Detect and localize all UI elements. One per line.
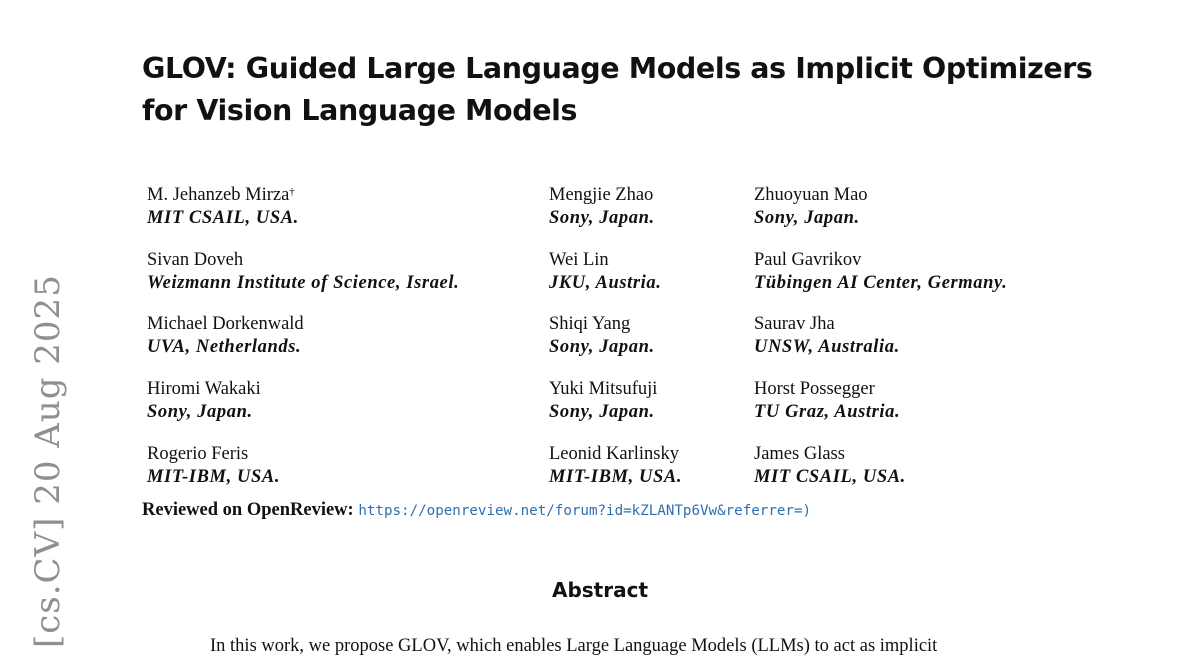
author-affiliation: Sony, Japan. [754,208,860,228]
abstract-heading: Abstract [551,578,649,602]
author-affiliation: Sony, Japan. [147,402,253,422]
dagger-mark: † [289,186,295,198]
author-name: Zhuoyuan Mao [754,185,868,205]
author-name: Wei Lin [549,250,609,270]
author-affiliation: Weizmann Institute of Science, Israel. [147,273,460,293]
author-block [147,184,299,230]
author-name: Sivan Doveh [147,250,244,270]
author-name: Hiromi Wakaki [147,379,261,399]
author-affiliation: UVA, Netherlands. [147,337,302,357]
paper-title: GLOV: Guided Large Language Models as Implicit Optimizers for Vision Language Models [142,52,1093,127]
author-affiliation: Tübingen AI Center, Germany. [754,273,1008,293]
openreview-link[interactable]: https://openreview.net/forum?id=kZLANTp6Vw&referrer=) [358,503,812,519]
author-block [754,378,900,424]
author-block [147,443,280,489]
author-name: Michael Dorkenwald [147,314,304,334]
openreview-label: Reviewed on OpenReview: [142,500,354,520]
author-affiliation: JKU, Austria. [549,273,662,293]
author-name: Yuki Mitsufuji [549,379,658,399]
author-block [147,378,261,424]
author-block [147,249,459,295]
author-name: James Glass [754,444,845,464]
abstract-first-line: In this work, we propose GLOV, which enables Large Language Models (LLMs) to act as implicit [210,636,938,656]
author-affiliation: Sony, Japan. [549,402,655,422]
author-name: M. Jehanzeb Mirza† [147,185,295,205]
author-block [754,313,900,359]
author-name: Shiqi Yang [549,314,631,334]
author-name: Rogerio Feris [147,444,249,464]
author-block [147,313,304,359]
author-block [754,249,1007,295]
author-affiliation: MIT-IBM, USA. [549,467,683,487]
author-affiliation: UNSW, Australia. [754,337,900,357]
author-block [549,443,682,489]
author-name: Saurav Jha [754,314,835,334]
author-block [549,378,657,424]
author-name: Leonid Karlinsky [549,444,679,464]
author-affiliation: Sony, Japan. [549,337,655,357]
author-affiliation: TU Graz, Austria. [754,402,901,422]
author-affiliation: MIT CSAIL, USA. [754,467,906,487]
author-name: Mengjie Zhao [549,185,654,205]
author-block [549,313,655,359]
author-block [754,443,906,489]
author-name: Paul Gavrikov [754,250,862,270]
author-block [754,184,868,230]
author-block [549,249,662,295]
author-block [549,184,655,230]
author-name: Horst Possegger [754,379,875,399]
author-affiliation: MIT CSAIL, USA. [147,208,299,228]
openreview-line [142,498,811,523]
author-affiliation: MIT-IBM, USA. [147,467,281,487]
arxiv-stamp: [cs.CV] 20 Aug 2025 [28,274,68,648]
author-affiliation: Sony, Japan. [549,208,655,228]
